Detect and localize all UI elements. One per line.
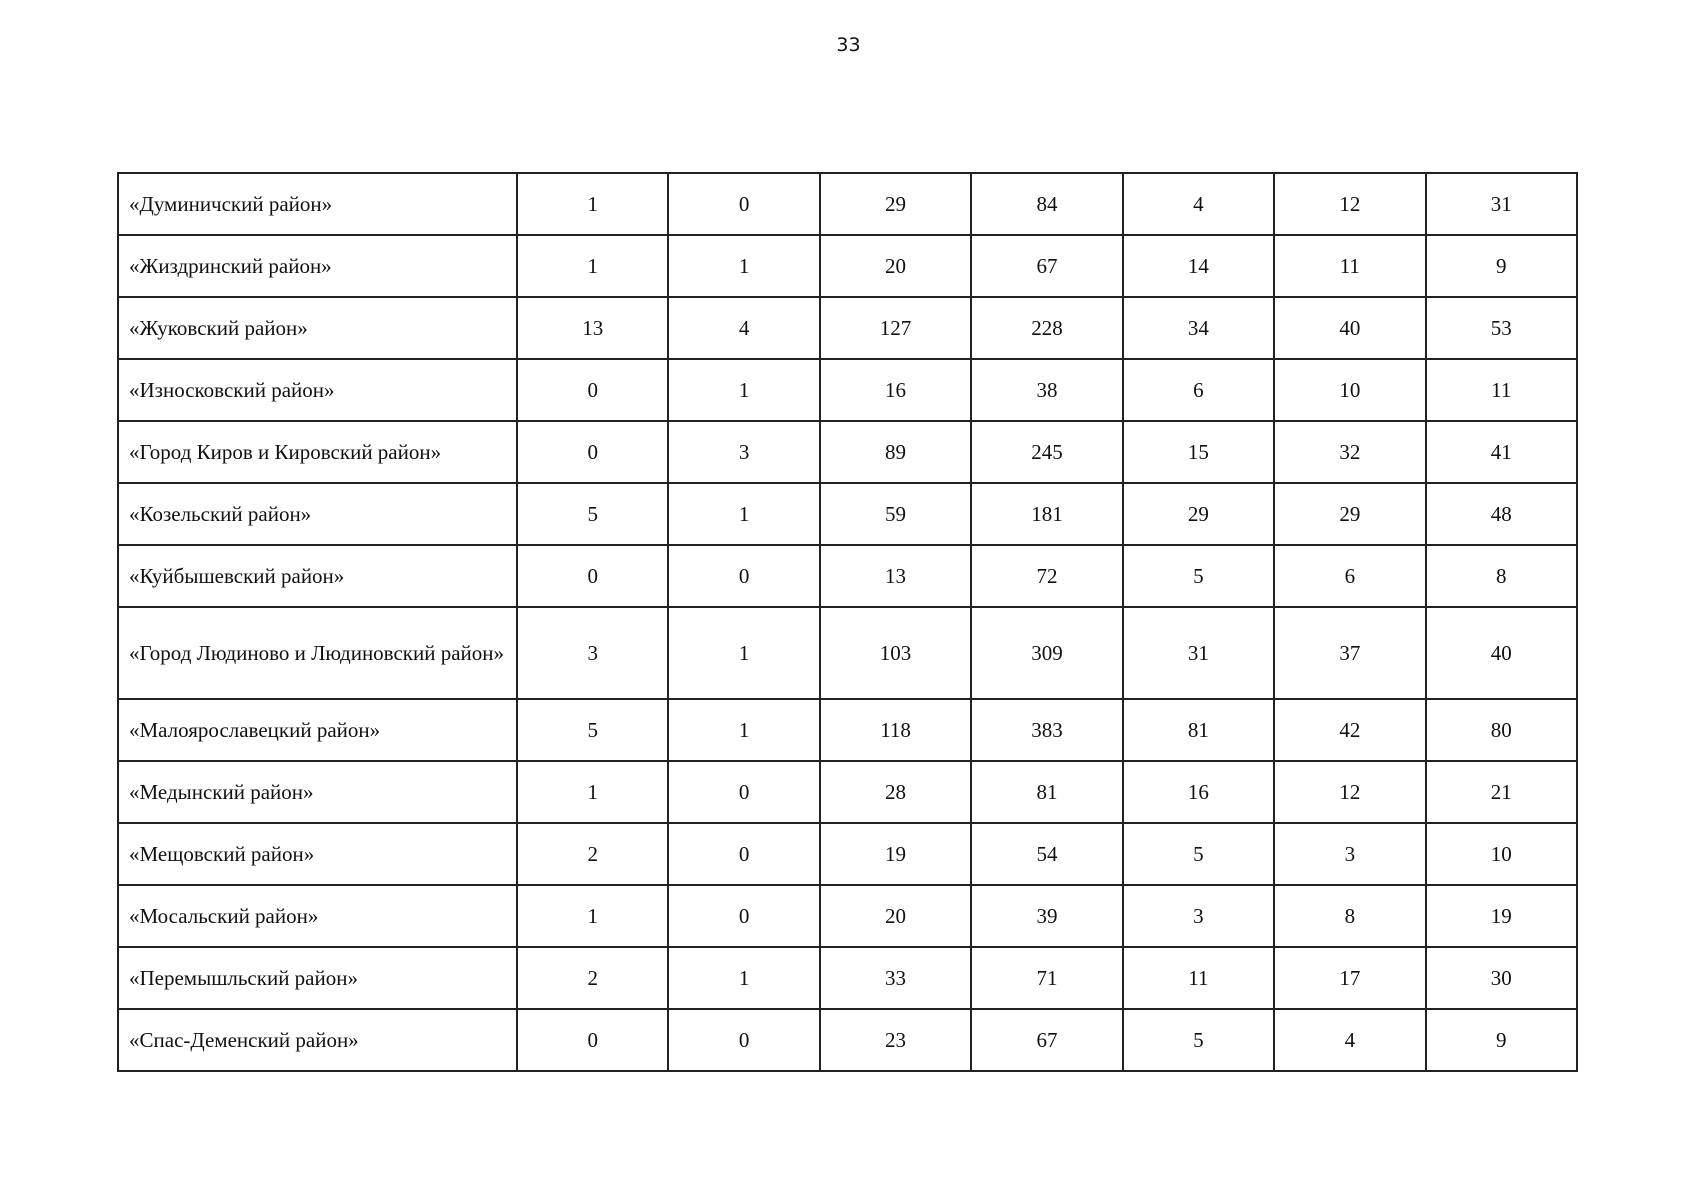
value-cell: 2 <box>517 947 668 1009</box>
value-cell: 53 <box>1426 297 1577 359</box>
value-cell: 0 <box>517 1009 668 1071</box>
value-cell: 0 <box>668 545 819 607</box>
value-cell: 20 <box>820 885 971 947</box>
value-cell: 9 <box>1426 1009 1577 1071</box>
value-cell: 1 <box>668 699 819 761</box>
value-cell: 11 <box>1123 947 1274 1009</box>
value-cell: 19 <box>1426 885 1577 947</box>
page-number: 33 <box>836 34 861 56</box>
value-cell: 37 <box>1274 607 1425 699</box>
table-body <box>118 173 1577 1071</box>
value-cell: 72 <box>971 545 1122 607</box>
value-cell: 0 <box>668 885 819 947</box>
value-cell: 103 <box>820 607 971 699</box>
value-cell: 16 <box>820 359 971 421</box>
value-cell: 6 <box>1274 545 1425 607</box>
value-cell: 3 <box>1274 823 1425 885</box>
value-cell: 8 <box>1274 885 1425 947</box>
value-cell: 67 <box>971 1009 1122 1071</box>
district-name-cell: «Медынский район» <box>118 761 517 823</box>
value-cell: 71 <box>971 947 1122 1009</box>
value-cell: 10 <box>1274 359 1425 421</box>
value-cell: 19 <box>820 823 971 885</box>
value-cell: 41 <box>1426 421 1577 483</box>
value-cell: 5 <box>1123 1009 1274 1071</box>
value-cell: 0 <box>668 823 819 885</box>
value-cell: 1 <box>668 359 819 421</box>
value-cell: 48 <box>1426 483 1577 545</box>
table-row <box>118 947 1577 1009</box>
value-cell: 1 <box>517 761 668 823</box>
value-cell: 1 <box>668 235 819 297</box>
value-cell: 59 <box>820 483 971 545</box>
value-cell: 21 <box>1426 761 1577 823</box>
district-name-cell: «Жиздринский район» <box>118 235 517 297</box>
value-cell: 4 <box>668 297 819 359</box>
district-name-cell: «Думиничский район» <box>118 173 517 235</box>
value-cell: 39 <box>971 885 1122 947</box>
table-row <box>118 885 1577 947</box>
district-name-cell: «Куйбышевский район» <box>118 545 517 607</box>
value-cell: 40 <box>1274 297 1425 359</box>
value-cell: 31 <box>1426 173 1577 235</box>
value-cell: 6 <box>1123 359 1274 421</box>
value-cell: 1 <box>517 173 668 235</box>
table-row <box>118 421 1577 483</box>
value-cell: 38 <box>971 359 1122 421</box>
value-cell: 17 <box>1274 947 1425 1009</box>
value-cell: 81 <box>1123 699 1274 761</box>
value-cell: 15 <box>1123 421 1274 483</box>
value-cell: 0 <box>517 545 668 607</box>
value-cell: 5 <box>517 483 668 545</box>
value-cell: 34 <box>1123 297 1274 359</box>
table-row <box>118 297 1577 359</box>
district-name-cell: «Мосальский район» <box>118 885 517 947</box>
value-cell: 16 <box>1123 761 1274 823</box>
value-cell: 5 <box>1123 823 1274 885</box>
value-cell: 3 <box>1123 885 1274 947</box>
value-cell: 1 <box>668 483 819 545</box>
value-cell: 23 <box>820 1009 971 1071</box>
value-cell: 40 <box>1426 607 1577 699</box>
table-row <box>118 699 1577 761</box>
value-cell: 228 <box>971 297 1122 359</box>
value-cell: 30 <box>1426 947 1577 1009</box>
value-cell: 3 <box>668 421 819 483</box>
value-cell: 1 <box>668 947 819 1009</box>
table-row <box>118 359 1577 421</box>
value-cell: 14 <box>1123 235 1274 297</box>
value-cell: 13 <box>517 297 668 359</box>
table-row <box>118 761 1577 823</box>
table-row <box>118 823 1577 885</box>
district-name-cell: «Износковский район» <box>118 359 517 421</box>
value-cell: 0 <box>517 359 668 421</box>
value-cell: 80 <box>1426 699 1577 761</box>
value-cell: 29 <box>1274 483 1425 545</box>
value-cell: 20 <box>820 235 971 297</box>
table-row <box>118 1009 1577 1071</box>
value-cell: 4 <box>1274 1009 1425 1071</box>
district-name-cell: «Козельский район» <box>118 483 517 545</box>
district-name-cell: «Жуковский район» <box>118 297 517 359</box>
value-cell: 0 <box>517 421 668 483</box>
value-cell: 33 <box>820 947 971 1009</box>
district-name-cell: «Спас-Деменский район» <box>118 1009 517 1071</box>
table-row <box>118 173 1577 235</box>
table-row <box>118 235 1577 297</box>
value-cell: 1 <box>517 235 668 297</box>
value-cell: 11 <box>1426 359 1577 421</box>
value-cell: 67 <box>971 235 1122 297</box>
value-cell: 89 <box>820 421 971 483</box>
value-cell: 127 <box>820 297 971 359</box>
value-cell: 84 <box>971 173 1122 235</box>
value-cell: 10 <box>1426 823 1577 885</box>
value-cell: 9 <box>1426 235 1577 297</box>
value-cell: 8 <box>1426 545 1577 607</box>
value-cell: 5 <box>517 699 668 761</box>
district-statistics-table <box>117 172 1578 1072</box>
value-cell: 13 <box>820 545 971 607</box>
value-cell: 11 <box>1274 235 1425 297</box>
value-cell: 181 <box>971 483 1122 545</box>
value-cell: 383 <box>971 699 1122 761</box>
value-cell: 54 <box>971 823 1122 885</box>
district-name-cell: «Город Людиново и Людиновский район» <box>118 607 517 699</box>
value-cell: 81 <box>971 761 1122 823</box>
value-cell: 5 <box>1123 545 1274 607</box>
value-cell: 4 <box>1123 173 1274 235</box>
value-cell: 1 <box>668 607 819 699</box>
value-cell: 31 <box>1123 607 1274 699</box>
value-cell: 29 <box>1123 483 1274 545</box>
value-cell: 118 <box>820 699 971 761</box>
value-cell: 3 <box>517 607 668 699</box>
value-cell: 32 <box>1274 421 1425 483</box>
value-cell: 245 <box>971 421 1122 483</box>
value-cell: 12 <box>1274 761 1425 823</box>
table-row <box>118 545 1577 607</box>
value-cell: 0 <box>668 1009 819 1071</box>
district-name-cell: «Город Киров и Кировский район» <box>118 421 517 483</box>
value-cell: 28 <box>820 761 971 823</box>
value-cell: 12 <box>1274 173 1425 235</box>
value-cell: 29 <box>820 173 971 235</box>
district-name-cell: «Перемышльский район» <box>118 947 517 1009</box>
value-cell: 309 <box>971 607 1122 699</box>
district-name-cell: «Мещовский район» <box>118 823 517 885</box>
value-cell: 0 <box>668 173 819 235</box>
value-cell: 2 <box>517 823 668 885</box>
table-row <box>118 607 1577 699</box>
table-row <box>118 483 1577 545</box>
value-cell: 1 <box>517 885 668 947</box>
district-name-cell: «Малоярославецкий район» <box>118 699 517 761</box>
value-cell: 42 <box>1274 699 1425 761</box>
value-cell: 0 <box>668 761 819 823</box>
